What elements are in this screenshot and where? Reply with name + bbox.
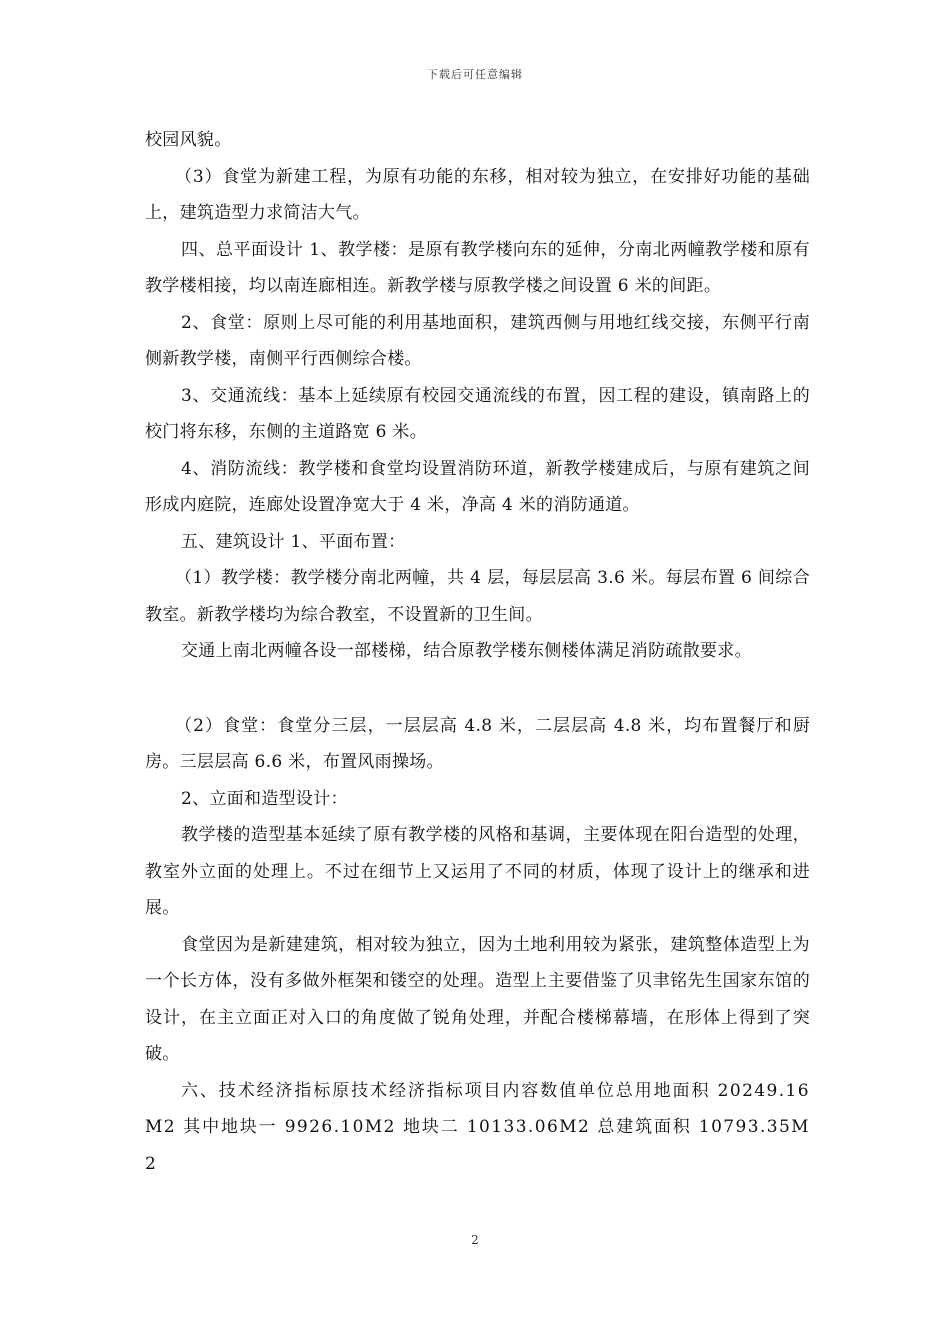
page-number: 2: [471, 1233, 479, 1247]
paragraph-site-plan: 四、总平面设计 1、教学楼：是原有教学楼向东的延伸，分南北两幢教学楼和原有教学楼相接，均以南连廊相连。新教学楼与原教学楼之间设置 6 米的间距。: [145, 239, 810, 296]
paragraph-economic-indicators: 六、技术经济指标原技术经济指标项目内容数值单位总用地面积 20249.16M2 其中地块一 9926.10M2 地块二 10133.06M2 总建筑面积 10793.35M2: [145, 1080, 810, 1174]
paragraph-canteen-floors: （2）食堂：食堂分三层，一层层高 4.8 米，二层层高 4.8 米，均布置餐厅和厨房。三层层高 6.6 米，布置风雨操场。: [145, 715, 810, 772]
paragraph-architecture-heading: 五、建筑设计 1、平面布置：: [181, 531, 406, 552]
paragraph-teaching-facade: 教学楼的造型基本延续了原有教学楼的风格和基调，主要体现在阳台造型的处理，教室外立面的处理上。不过在细节上又运用了不同的材质，体现了设计上的继承和进展。: [145, 825, 810, 918]
paragraph-traffic-flow: 3、交通流线：基本上延续原有校园交通流线的布置，因工程的建设，镇南路上的校门将东移，东侧的主道路宽 6 米。: [145, 385, 810, 442]
paragraph-canteen-intro: （3）食堂为新建工程，为原有功能的东移，相对较为独立，在安排好功能的基础上，建筑造型力求简洁大气。: [145, 166, 810, 223]
document-body: [145, 122, 810, 1182]
page-header: 下载后可任意编辑: [427, 68, 523, 81]
paragraph-fire-flow: 4、消防流线：教学楼和食堂均设置消防环道，新教学楼建成后，与原有建筑之间形成内庭院，连廊处设置净宽大于 4 米，净高 4 米的消防通道。: [145, 458, 810, 515]
paragraph-stairs: 交通上南北两幢各设一部楼梯，结合原教学楼东侧楼体满足消防疏散要求。: [181, 641, 752, 661]
paragraph-facade-heading: 2、立面和造型设计：: [181, 788, 348, 809]
paragraph-campus-style: 校园风貌。: [145, 130, 232, 150]
paragraph-teaching-building: （1）教学楼：教学楼分南北两幢，共 4 层，每层层高 3.6 米。每层布置 6 间综合教室。新教学楼均为综合教室，不设置新的卫生间。: [145, 568, 810, 625]
paragraph-canteen-facade: 食堂因为是新建建筑，相对较为独立，因为土地利用较为紧张，建筑整体造型上为一个长方体，没有多做外框架和镂空的处理。造型上主要借鉴了贝聿铭先生国家东馆的设计，在主立面正对入口的角度做了锐角处理，并配合楼梯幕墙，在形体上得到了突破。: [145, 934, 810, 1064]
paragraph-canteen-site: 2、食堂：原则上尽可能的利用基地面积，建筑西侧与用地红线交接，东侧平行南侧新教学楼，南侧平行西侧综合楼。: [145, 312, 810, 369]
